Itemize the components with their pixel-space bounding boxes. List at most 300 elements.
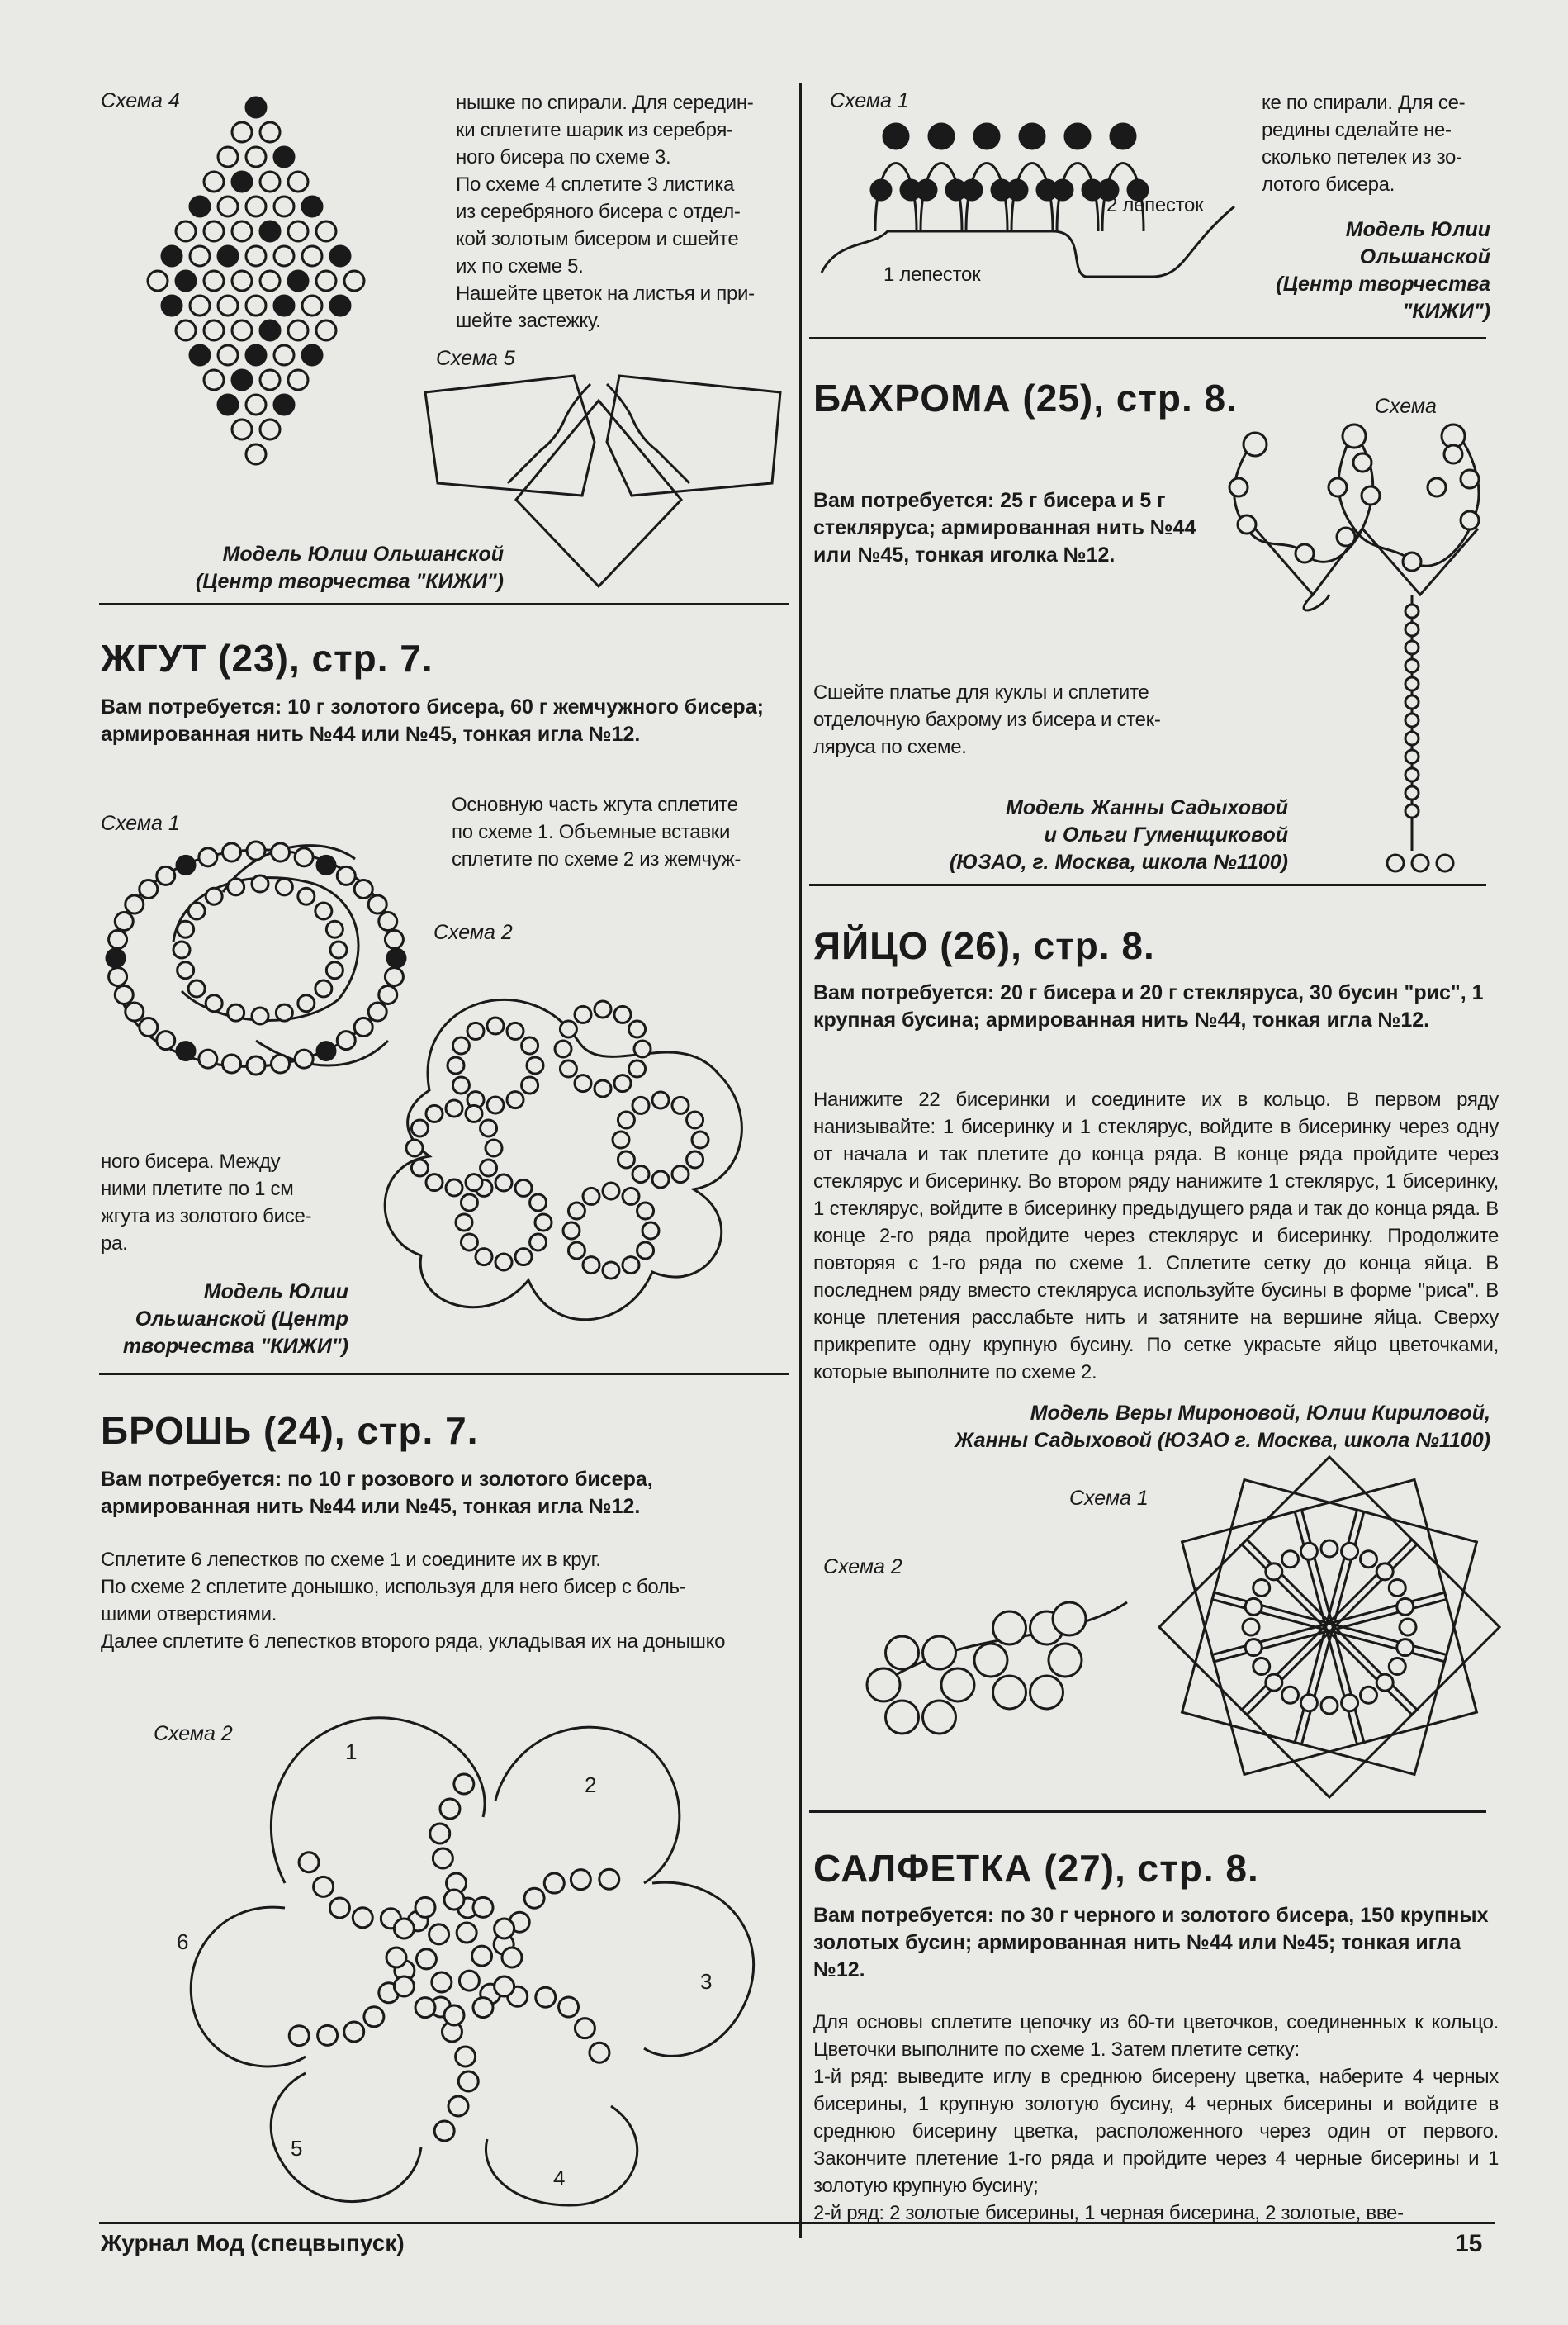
zhgut-bead	[272, 843, 290, 861]
leaf-bead	[218, 345, 238, 365]
brosh-bead	[364, 2007, 384, 2027]
brosh-bead	[394, 1919, 414, 1938]
brosh-bead	[457, 1923, 476, 1943]
brosh-bead	[544, 1873, 564, 1893]
tr-bead	[1065, 124, 1090, 149]
zhgut2-bead	[486, 1140, 502, 1156]
leaf-bead	[232, 420, 252, 439]
brosh-schema2-diagram	[149, 1677, 760, 2213]
zhgut2-bead	[632, 1097, 649, 1113]
zhgut2-bead	[487, 1097, 504, 1113]
schema4-label: Схема 4	[101, 89, 180, 112]
tr-bead	[883, 124, 908, 149]
leaf-bead	[330, 296, 350, 316]
leaf-bead	[190, 296, 210, 316]
zhgut2-bead	[692, 1132, 708, 1148]
yaitso2-bead	[1049, 1644, 1082, 1677]
zhgut2-bead	[652, 1171, 669, 1188]
brosh-schema2-label: Схема 2	[154, 1722, 233, 1745]
tr-petal2-label: 2 лепесток	[1106, 194, 1204, 216]
zhgut2-bead	[466, 1105, 482, 1122]
bahroma-drop-bead	[1405, 804, 1419, 818]
leaf-bead	[316, 320, 336, 340]
yaitso1-bead	[1243, 1619, 1259, 1635]
zhgut2-bead	[446, 1179, 462, 1196]
zhgut-bead	[178, 962, 194, 979]
zhgut-bead	[298, 995, 315, 1012]
leaf-bead	[246, 147, 266, 167]
zhgut2-bead	[614, 1075, 631, 1092]
brosh-bead	[415, 1897, 435, 1917]
leaf-bead	[218, 296, 238, 316]
zhgut-schema2-diagram	[363, 950, 793, 1363]
petal-number-3: 3	[700, 1969, 713, 1994]
yaitso1-bead	[1376, 1674, 1393, 1691]
zhgut2-bead	[446, 1100, 462, 1117]
petal-number-2: 2	[585, 1772, 597, 1797]
yaitso2-bead	[867, 1668, 900, 1701]
leaf-bead	[232, 271, 252, 291]
brosh-bead	[448, 2096, 468, 2116]
zhgut-credit: Модель Юлии Ольшанской (Центр творчества "КИЖИ")	[122, 1280, 348, 1358]
bahroma-credit: Модель Жанны Садыховой и Ольги Гуменщиковой (ЮЗАО, г. Москва, школа №1100)	[949, 796, 1288, 874]
brosh-bead	[430, 1824, 450, 1843]
leaf-bead	[288, 172, 308, 192]
zhgut-bead	[295, 1050, 313, 1068]
zhgut2-bead	[629, 1021, 646, 1037]
zhgut2-bead	[461, 1194, 477, 1211]
zhgut2-bead	[652, 1092, 669, 1108]
brosh-bead	[502, 1948, 522, 1967]
leaf-bead	[232, 221, 252, 241]
zhgut-bead	[337, 866, 355, 885]
brosh-bead	[472, 1946, 492, 1966]
zhgut-bead	[140, 880, 158, 898]
zhgut-schema2-label: Схема 2	[433, 921, 513, 944]
leaf-bead	[316, 271, 336, 291]
zhgut2-bead	[642, 1222, 659, 1239]
yaitso2-bead	[923, 1636, 956, 1669]
zhgut2-bead	[452, 1037, 469, 1054]
zhgut2-bead	[687, 1112, 703, 1128]
yaitso1-bead	[1361, 1551, 1377, 1568]
zhgut2-bead	[575, 1006, 591, 1023]
zhgut-bead	[247, 1056, 265, 1075]
top-left-credit: Модель Юлии Ольшанской (Центр творчества "КИЖИ")	[195, 543, 504, 593]
bahroma-drop-bead	[1405, 623, 1419, 636]
zhgut2-bead	[603, 1262, 619, 1279]
zhgut-bead	[252, 1008, 268, 1024]
divider-top-right	[809, 337, 1486, 339]
zhgut-bead	[315, 980, 332, 997]
divider-yaitso	[809, 1810, 1486, 1813]
bahroma-drop-bead	[1405, 605, 1419, 618]
zhgut2-bead	[618, 1151, 634, 1168]
yaitso-schema1-diagram	[1164, 1462, 1495, 1792]
yaitso1-bead	[1389, 1580, 1405, 1597]
brosh-bead	[386, 1948, 406, 1967]
zhgut-bead	[222, 1055, 240, 1073]
leaf-bead	[176, 320, 196, 340]
brosh-bead	[344, 2022, 364, 2042]
tr-credit: Модель Юлии Ольшанской (Центр творчества "КИЖИ")	[1276, 218, 1490, 323]
zhgut2-bead	[563, 1222, 580, 1239]
leaf-bead	[246, 296, 266, 316]
zhgut2-bead	[583, 1257, 599, 1274]
leaf-bead	[260, 420, 280, 439]
leaf-bead	[260, 221, 280, 241]
zhgut-bead	[330, 942, 347, 958]
leaf-bead	[218, 246, 238, 266]
leaf-bead	[204, 172, 224, 192]
leaf-bead	[190, 246, 210, 266]
bahroma-bead	[1238, 515, 1256, 534]
bahroma-bead	[1362, 486, 1380, 505]
zhgut2-bead	[568, 1203, 585, 1219]
footer-page-number: 15	[1455, 2230, 1483, 2257]
brosh-bead	[590, 2043, 609, 2062]
brosh-bead	[289, 2026, 309, 2046]
brosh-bead	[444, 1890, 464, 1910]
leaf-bead	[260, 370, 280, 390]
leaf-bead	[232, 122, 252, 142]
zhgut-bead	[107, 949, 125, 967]
yaitso-credit: Модель Веры Мироновой, Юлии Кириловой, Жанны Садыховой (ЮЗАО г. Москва, школа №1100)	[955, 1402, 1490, 1452]
divider-zhgut	[99, 1373, 789, 1375]
petal-number-4: 4	[553, 2166, 566, 2190]
brosh-bead	[433, 1848, 452, 1868]
yaitso-header: ЯЙЦО (26), стр. 8.	[813, 924, 1155, 967]
brosh-bead	[299, 1853, 319, 1872]
brosh-bead	[524, 1888, 544, 1908]
zhgut2-bead	[448, 1057, 464, 1074]
zhgut2-bead	[595, 1080, 611, 1097]
zhgut-bead	[317, 1042, 335, 1060]
yaitso1-bead	[1300, 1695, 1317, 1711]
zhgut-bead	[317, 856, 335, 874]
zhgut-bead	[188, 980, 205, 997]
zhgut-bead	[295, 848, 313, 866]
zhgut2-bead	[522, 1077, 538, 1094]
zhgut-bead	[126, 1003, 144, 1021]
leaf-bead	[274, 395, 294, 415]
leaf-bead	[204, 320, 224, 340]
yaitso1-bead	[1397, 1639, 1414, 1656]
brosh-bead	[440, 1799, 460, 1819]
salfetka-header: САЛФЕТКА (27), стр. 8.	[813, 1847, 1259, 1890]
yaitso1-bead	[1321, 1697, 1338, 1714]
leaf-bead	[302, 345, 322, 365]
zhgut2-bead	[530, 1234, 547, 1250]
zhgut-bead	[115, 985, 133, 1004]
leaf-bead	[274, 296, 294, 316]
brosh-bead	[456, 2047, 476, 2066]
bahroma-bead	[1343, 425, 1366, 448]
tr-text: ке по спирали. Для се- редины сделайте не- сколько петелек из зо- лотого бисера.	[1262, 92, 1466, 196]
yaitso1-bead	[1376, 1563, 1393, 1580]
yaitso1-bead	[1342, 1695, 1358, 1711]
zhgut-bead	[140, 1018, 158, 1037]
leaf-bead	[162, 296, 182, 316]
zhgut-bead	[337, 1032, 355, 1050]
zhgut2-bead	[623, 1257, 639, 1274]
zhgut2-bead	[672, 1166, 689, 1183]
leaf-bead	[260, 320, 280, 340]
zhgut2-bead	[583, 1188, 599, 1204]
zhgut2-bead	[530, 1194, 547, 1211]
leaf-bead	[274, 147, 294, 167]
brosh-bead	[318, 2025, 338, 2045]
zhgut2-bead	[634, 1041, 651, 1057]
zhgut2-bead	[426, 1105, 443, 1122]
zhgut-bead	[247, 842, 265, 860]
zhgut2-bead	[575, 1075, 591, 1092]
yaitso1-bead	[1282, 1551, 1299, 1568]
yaitso1-bead	[1400, 1619, 1416, 1635]
yaitso1-bead	[1361, 1687, 1377, 1703]
tr-schema1-label: Схема 1	[830, 89, 909, 112]
leaf-bead	[302, 197, 322, 216]
brosh-bead	[599, 1869, 619, 1889]
tr-bead	[917, 180, 936, 200]
brosh-bead	[416, 1949, 436, 1969]
tr-bead	[962, 180, 982, 200]
zhgut2-bead	[411, 1160, 428, 1176]
zhgut2-bead	[555, 1041, 571, 1057]
leaf-bead	[288, 370, 308, 390]
bahroma-bead	[1428, 478, 1446, 496]
bahroma-bead	[1444, 445, 1462, 463]
leaf-bead	[232, 370, 252, 390]
tr-petal1-label: 1 лепесток	[883, 263, 981, 286]
yaitso1-bead	[1300, 1543, 1317, 1559]
bahroma-bead	[1296, 544, 1314, 562]
leaf-bead	[246, 345, 266, 365]
salfetka-text: Для основы сплетите цепочку из 60-ти цветочков, соединенных к кольцо. Цветочки выполните по схеме 1. Затем плетите сетку: 1-й ряд: выведите иглу в среднюю бисерену цветка, наберите 4 черных бисерины, 1 крупную золотую бусину, 4 черных бисерины и войдите в среднюю бисерину цветка, расположенного через один от первого. Закончите плетение 1-го ряда и пройдите через 4 черные бисерины и 1 золотую крупную бусину; 2-й ряд: 2 золотые бисерины, 1 черная бисерина, 2 золотые, вве-	[813, 2011, 1499, 2224]
zhgut-bead	[228, 879, 244, 895]
zhgut2-bead	[560, 1021, 576, 1037]
column-divider	[799, 83, 802, 2238]
leaf-bead	[190, 197, 210, 216]
yaitso2-bead	[1030, 1676, 1063, 1709]
bahroma-drop-bead	[1405, 768, 1419, 781]
zhgut-bead	[385, 930, 403, 948]
zhgut2-bead	[456, 1214, 472, 1231]
bahroma-bead	[1461, 511, 1479, 529]
bahroma-bead	[1412, 855, 1428, 871]
yaitso1-bead	[1245, 1598, 1262, 1615]
brosh-bead	[575, 2019, 595, 2038]
yaitso1-bead	[1245, 1639, 1262, 1656]
zhgut-bead	[354, 880, 372, 898]
leaf-bead	[288, 221, 308, 241]
petal-number-1: 1	[345, 1739, 358, 1764]
leaf-bead	[246, 395, 266, 415]
brosh-text: Сплетите 6 лепестков по схеме 1 и соедините их в круг. По схеме 2 сплетите донышко, используя для него бисер с боль- шими отверстиями. Далее сплетите 6 лепестков второго ряда, укладывая их на донышко	[101, 1549, 726, 1653]
bahroma-text: Сшейте платье для куклы и сплетите отделочную бахрому из бисера и стек- ляруса по схеме.	[813, 681, 1161, 758]
brosh-bead	[434, 2121, 454, 2141]
bahroma-bead	[1337, 528, 1355, 546]
zhgut2-bead	[481, 1160, 497, 1176]
zhgut-bead	[188, 903, 205, 919]
zhgut-bead	[109, 968, 127, 986]
bahroma-bead	[1403, 553, 1421, 571]
zhgut-bead	[222, 843, 240, 861]
zhgut-bead	[173, 942, 190, 958]
bahroma-drop-bead	[1405, 732, 1419, 745]
petal-number-5: 5	[291, 2136, 303, 2161]
schema5-label: Схема 5	[436, 347, 515, 370]
zhgut2-bead	[476, 1249, 492, 1265]
zhgut-bead	[276, 879, 292, 895]
bahroma-drop-bead	[1405, 786, 1419, 800]
zhgut2-bead	[637, 1203, 654, 1219]
tr-bead	[871, 180, 891, 200]
zhgut-bead	[109, 930, 127, 948]
leaf-bead	[176, 221, 196, 241]
zhgut-bead	[298, 888, 315, 904]
yaitso-schema1-label: Схема 1	[1069, 1487, 1149, 1510]
footer-journal: Журнал Мод (спецвыпуск)	[101, 2230, 405, 2256]
leaf-bead	[204, 271, 224, 291]
zhgut-bead	[315, 903, 332, 919]
bahroma-drop-bead	[1405, 659, 1419, 672]
yaitso-schema2-label: Схема 2	[823, 1555, 902, 1578]
leaf-bead	[246, 246, 266, 266]
bahroma-bead	[1353, 453, 1371, 472]
leaf-bead	[288, 320, 308, 340]
brosh-bead	[329, 1898, 349, 1918]
zhgut2-bead	[522, 1037, 538, 1054]
zhgut2-bead	[672, 1097, 689, 1113]
zhgut2-bead	[595, 1001, 611, 1018]
zhgut-bead	[199, 848, 217, 866]
zhgut-bead	[272, 1055, 290, 1073]
yaitso-text: Нанижите 22 бисеринки и соедините их в кольцо. В первом ряду нанизывайте: 1 бисеринку и 1 стеклярус, войдите в бисеринку через одну от начала и так плетите до конца ряда. В конце ряда пройдите через стеклярус и бисеринку. Во втором ряду нанижите 1 стеклярус, 1 бисеринку, 1 стеклярус, войдите в бисеринку предыдущего ряда и так до конца ряда. В конце 2-го ряда пройдите через стеклярус и бисеринку. Продолжите повторяя с 1-го ряда по схеме 1. Сплетите сетку до конца яйца. В последнем ряду вместо стекляруса используйте бусины в форме "риса". В конце плетения расслабьте нить и затяните на вершине яйца. Сверху прикрепите одну крупную бусину. По сетке украсьте яйцо цветочками, которые выполните по схеме 2.	[813, 1089, 1499, 1383]
zhgut2-bead	[467, 1023, 484, 1039]
zhgut-bead	[326, 962, 343, 979]
leaf-bead	[218, 395, 238, 415]
zhgut2-bead	[515, 1179, 532, 1196]
divider-top-left	[99, 603, 789, 605]
leaf-bead	[260, 172, 280, 192]
leaf-bead	[246, 197, 266, 216]
salfetka-requirements: Вам потребуется: по 30 г черного и золотого бисера, 150 крупных золотых бусин; армированная нить №44 или №45; тонкая игла №12.	[813, 1904, 1489, 1981]
zhgut-schema1-label: Схема 1	[101, 812, 180, 835]
brosh-bead	[432, 1972, 452, 1992]
brosh-bead	[473, 1897, 493, 1917]
zhgut2-bead	[495, 1254, 512, 1270]
zhgut-requirements: Вам потребуется: 10 г золотого бисера, 60 г жемчужного бисера; армированная нить №44 или №45, тонкая игла №12.	[101, 695, 764, 746]
leaf-bead	[274, 246, 294, 266]
zhgut2-bead	[535, 1214, 552, 1231]
bahroma-drop-bead	[1405, 714, 1419, 727]
brosh-bead	[444, 2005, 464, 2025]
yaitso1-bead	[1266, 1563, 1282, 1580]
tr-bead	[1111, 124, 1135, 149]
bahroma-bead	[1244, 433, 1267, 456]
yaitso1-bead	[1321, 1540, 1338, 1557]
zhgut2-bead	[461, 1234, 477, 1250]
leaf-bead	[344, 271, 364, 291]
zhgut2-bead	[406, 1140, 423, 1156]
leaf-bead	[218, 147, 238, 167]
yaitso2-bead	[1053, 1602, 1086, 1635]
brosh-bead	[394, 1976, 414, 1996]
zhgut2-bead	[495, 1174, 512, 1191]
zhgut2-bead	[687, 1151, 703, 1168]
brosh-bead	[454, 1774, 474, 1794]
brosh-bead	[429, 1924, 449, 1944]
leaf-bead	[232, 172, 252, 192]
yaitso-requirements: Вам потребуется: 20 г бисера и 20 г стекляруса, 30 бусин "рис", 1 крупная бусина; армированная нить №44, тонкая игла №12.	[813, 981, 1484, 1032]
zhgut2-bead	[426, 1174, 443, 1191]
zhgut-bead	[252, 875, 268, 892]
leaf-bead	[274, 345, 294, 365]
leaf-bead	[246, 97, 266, 117]
bahroma-bead	[1387, 855, 1404, 871]
bahroma-drop-bead	[1405, 695, 1419, 709]
zhgut-bead	[326, 921, 343, 937]
zhgut2-bead	[603, 1183, 619, 1199]
leaf-bead	[302, 296, 322, 316]
brosh-bead	[495, 1976, 514, 1996]
tr-bead	[1007, 180, 1027, 200]
leaf-bead	[316, 221, 336, 241]
zhgut2-bead	[560, 1060, 576, 1077]
tr-bead	[1053, 180, 1073, 200]
zhgut-bead	[368, 895, 386, 913]
bahroma-drop-bead	[1405, 641, 1419, 654]
zhgut-bead	[115, 913, 133, 931]
bahroma-bead	[1437, 855, 1453, 871]
leaf-bead	[274, 197, 294, 216]
zhgut-bead	[206, 888, 222, 904]
leaf-bead	[204, 370, 224, 390]
zhgut2-bead	[637, 1242, 654, 1259]
brosh-requirements: Вам потребуется: по 10 г розового и золотого бисера, армированная нить №44 или №45, тонкая игла №12.	[101, 1468, 653, 1518]
zhgut2-bead	[629, 1060, 646, 1077]
leaf-bead	[190, 345, 210, 365]
bahroma-header: БАХРОМА (25), стр. 8.	[813, 377, 1238, 420]
leaf-bead	[204, 221, 224, 241]
zhgut-bead	[178, 921, 194, 937]
brosh-bead	[536, 1987, 556, 2007]
bahroma-bead	[1229, 478, 1248, 496]
yaitso1-bead	[1253, 1658, 1270, 1675]
zhgut-bead	[206, 995, 222, 1012]
zhgut-bead	[177, 1042, 195, 1060]
zhgut2-bead	[613, 1132, 629, 1148]
brosh-bead	[415, 1998, 435, 2018]
brosh-bead	[473, 1998, 493, 2018]
yaitso2-bead	[974, 1644, 1007, 1677]
leaf-bead	[232, 320, 252, 340]
zhgut2-bead	[527, 1057, 543, 1074]
brosh-bead	[314, 1877, 334, 1896]
petal-number-6: 6	[177, 1929, 189, 1954]
zhgut-text-top: Основную часть жгута сплетите по схеме 1. Объемные вставки сплетите по схеме 2 из жемчуж-	[452, 794, 741, 871]
brosh-bead	[458, 2071, 478, 2091]
zhgut-header: ЖГУТ (23), стр. 7.	[101, 637, 433, 680]
zhgut2-bead	[618, 1112, 634, 1128]
bahroma-drop-bead	[1405, 750, 1419, 763]
zhgut2-bead	[515, 1249, 532, 1265]
bahroma-drop-bead	[1405, 677, 1419, 690]
top-left-text: нышке по спирали. Для середин- ки сплетите шарик из серебря- ного бисера по схеме 3. По схеме 4 сплетите 3 листика из серебряного бисера с отдел- кой золотым бисером и сшейте их по схеме 5. Нашейте цветок на листья и при- шейте застежку.	[456, 92, 755, 332]
yaitso1-bead	[1397, 1598, 1414, 1615]
yaitso-schema2-diagram	[863, 1586, 1144, 1784]
